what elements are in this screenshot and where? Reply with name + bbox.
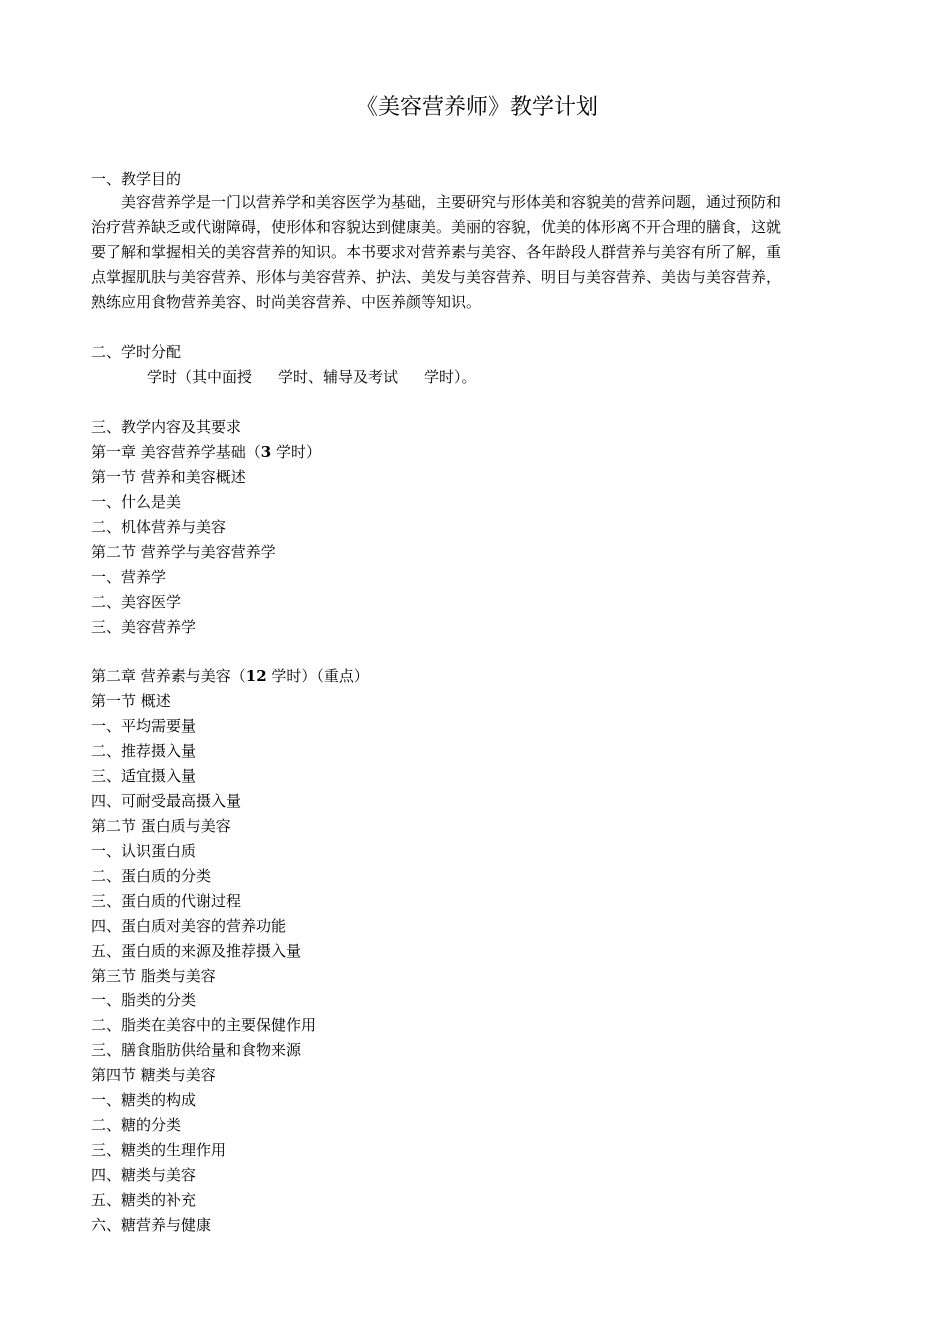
outline-item: 二、推荐摄入量: [91, 742, 197, 760]
hours-allocation: [147, 366, 477, 388]
outline-item: 一、糖类的构成: [91, 1091, 197, 1109]
purpose-line: 熟练应用食物营养美容、时尚美容营养、中医养颜等知识。: [91, 293, 482, 311]
chapter-1-title: 第一章 美容营养学基础（: [91, 443, 261, 461]
outline-item: 六、糖营养与健康: [91, 1216, 212, 1234]
outline-item: 五、蛋白质的来源及推荐摄入量: [91, 942, 302, 960]
purpose-paragraph: [91, 190, 863, 315]
purpose-line: 要了解和掌握相关的美容营养的知识。本书要求对营养素与美容、各年龄段人群营养与美容有所了解，重: [91, 243, 782, 261]
purpose-line: 点掌握肌肤与美容营养、形体与美容营养、护法、美发与美容营养、明目与美容营养、美齿与美容营养，: [91, 268, 782, 286]
chapter-1-hours: 3: [260, 443, 272, 461]
outline-item: 三、糖类的生理作用: [91, 1141, 227, 1159]
chapter-1-heading: [91, 441, 321, 463]
outline-item: 二、糖的分类: [91, 1116, 182, 1134]
outline-item: 第三节 脂类与美容: [91, 967, 216, 985]
outline-item: 第四节 糖类与美容: [91, 1066, 216, 1084]
outline-item: 三、膳食脂肪供给量和食物来源: [91, 1041, 302, 1059]
outline-item: 五、糖类的补充: [91, 1191, 197, 1209]
outline-item: 第一节 概述: [91, 692, 171, 710]
section-heading-content: 三、教学内容及其要求: [91, 418, 242, 436]
outline-item: 二、机体营养与美容: [91, 518, 227, 536]
outline-item: 四、糖类与美容: [91, 1166, 197, 1184]
chapter-1-suffix: 学时）: [271, 443, 321, 461]
outline-item: 第一节 营养和美容概述: [91, 468, 246, 486]
outline-item: 一、什么是美: [91, 493, 182, 511]
outline-item: 二、美容医学: [91, 593, 182, 611]
outline-item: 三、蛋白质的代谢过程: [91, 892, 242, 910]
hours-text-c: 学时）。: [424, 368, 477, 386]
outline-item: 三、适宜摄入量: [91, 767, 197, 785]
outline-item: 四、蛋白质对美容的营养功能: [91, 917, 287, 935]
outline-item: 一、认识蛋白质: [91, 842, 197, 860]
section-heading-purpose: 一、教学目的: [91, 170, 182, 188]
outline-item: 二、脂类在美容中的主要保健作用: [91, 1016, 317, 1034]
outline-item: 第二节 营养学与美容营养学: [91, 543, 276, 561]
hours-text-a: 学时（其中面授: [147, 368, 253, 386]
outline-item: 第二节 蛋白质与美容: [91, 817, 231, 835]
document-title: 《美容营养师》教学计划: [355, 95, 598, 120]
purpose-line: 治疗营养缺乏或代谢障碍，使形体和容貌达到健康美。美丽的容貌，优美的体形离不开合理的膳食，这就: [91, 218, 782, 236]
chapter-2-hours: 12: [245, 667, 267, 685]
outline-item: 二、蛋白质的分类: [91, 867, 212, 885]
purpose-line: 美容营养学是一门以营养学和美容医学为基础，主要研究与形体美和容貌美的营养问题，通过预防和: [121, 193, 782, 211]
outline-item: 一、平均需要量: [91, 717, 197, 735]
outline-item: 四、可耐受最高摄入量: [91, 792, 242, 810]
chapter-2-heading: [91, 665, 369, 687]
outline-item: 一、脂类的分类: [91, 991, 197, 1009]
outline-item: 三、美容营养学: [91, 618, 197, 636]
section-heading-hours: 二、学时分配: [91, 343, 182, 361]
outline-item: 一、营养学: [91, 568, 167, 586]
chapter-2-suffix: 学时）（重点）: [266, 667, 369, 685]
chapter-2-title: 第二章 营养素与美容（: [91, 667, 246, 685]
hours-text-b: 学时、辅导及考试: [278, 368, 399, 386]
